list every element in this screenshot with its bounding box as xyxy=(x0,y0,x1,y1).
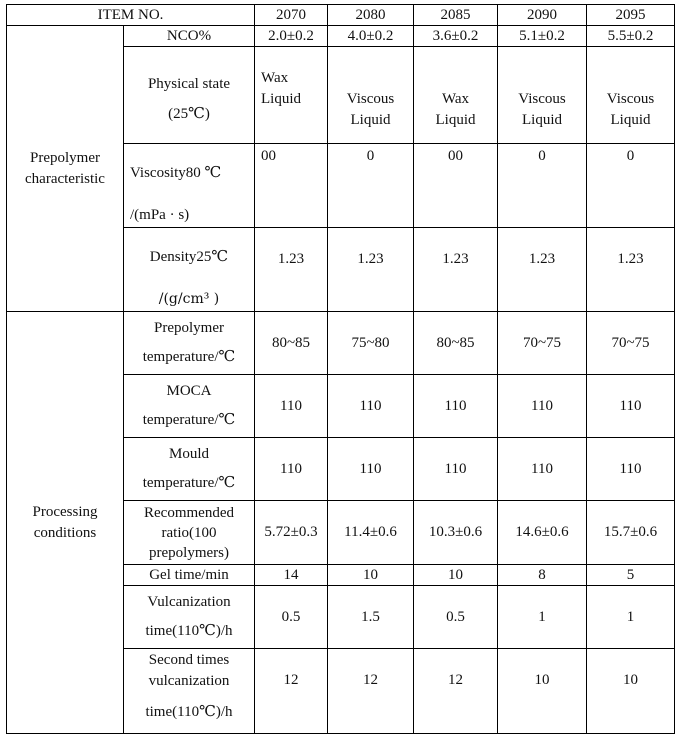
row-label-recommended-ratio: Recommended ratio(100 prepolymers) xyxy=(144,504,234,561)
moca-temp-2080: 110 xyxy=(359,397,382,414)
rule-right xyxy=(674,4,675,734)
density-2085: 1.23 xyxy=(442,251,469,267)
viscosity-2080: 0 xyxy=(366,148,375,164)
moca-temp-2095: 110 xyxy=(619,397,642,414)
prepolymer-temp-2090: 70~75 xyxy=(522,334,562,351)
gel-time-2095: 5 xyxy=(626,566,635,583)
vulcanization-2070: 0.5 xyxy=(281,608,301,625)
vulcanization-2080: 1.5 xyxy=(361,608,380,625)
moca-temp-2090: 110 xyxy=(531,397,553,414)
mould-temp-2080: 110 xyxy=(359,460,382,477)
row-label-density: Density25℃ /(g/cm³ ) xyxy=(149,249,229,307)
gel-time-2090: 8 xyxy=(538,566,546,583)
ratio-2085: 10.3±0.6 xyxy=(428,524,483,540)
row-label-mould-temperature: Mould temperature/℃ xyxy=(142,446,236,491)
physical-state-2070: Wax Liquid xyxy=(261,70,301,107)
physical-state-2090: Viscous Liquid xyxy=(518,91,566,128)
physical-state-2080: Viscous Liquid xyxy=(346,91,395,128)
row-label-vulcanization-time: Vulcanization time(110℃)/h xyxy=(145,594,233,639)
second-vulc-2080: 12 xyxy=(363,671,378,688)
ratio-2070: 5.72±0.3 xyxy=(264,524,318,540)
model-2090-header: 2090 xyxy=(527,6,557,23)
nco-2080: 4.0±0.2 xyxy=(347,27,394,44)
density-2095: 1.23 xyxy=(617,251,644,267)
prepolymer-temp-2095: 70~75 xyxy=(611,334,650,351)
prepolymer-temp-2085: 80~85 xyxy=(436,334,475,351)
model-2095-header: 2095 xyxy=(615,6,646,23)
row-label-viscosity: Viscosity80 ℃ /(mPa · s) xyxy=(130,165,222,223)
model-2070-header: 2070 xyxy=(276,6,306,23)
moca-temp-2085: 110 xyxy=(444,397,467,414)
vulcanization-2095: 1 xyxy=(626,608,635,625)
gel-time-2070: 14 xyxy=(283,566,299,583)
second-vulc-2095: 10 xyxy=(623,671,638,688)
vulcanization-2090: 1 xyxy=(538,608,546,625)
moca-temp-2070: 110 xyxy=(280,397,302,414)
group-prepolymer-characteristic: Prepolymer characteristic xyxy=(25,149,105,187)
nco-2090: 5.1±0.2 xyxy=(519,27,565,44)
row-label-second-vulcanization: Second times vulcanization time(110℃)/h xyxy=(145,652,233,720)
ratio-2095: 15.7±0.6 xyxy=(603,524,658,540)
second-vulc-2070: 12 xyxy=(283,671,299,688)
density-2080: 1.23 xyxy=(357,251,384,267)
prepolymer-temp-2070: 80~85 xyxy=(271,334,311,351)
ratio-2090: 14.6±0.6 xyxy=(515,524,569,540)
mould-temp-2090: 110 xyxy=(531,460,553,477)
group-processing-conditions: Processing conditions xyxy=(32,503,98,541)
second-vulc-2090: 10 xyxy=(534,671,550,688)
mould-temp-2070: 110 xyxy=(280,460,302,477)
second-vulc-2085: 12 xyxy=(448,671,463,688)
row-label-physical-state: Physical state (25℃) xyxy=(147,76,231,122)
model-2080-header: 2080 xyxy=(355,6,386,23)
item-no-header: ITEM NO. xyxy=(97,6,164,23)
nco-2070: 2.0±0.2 xyxy=(268,27,314,44)
density-2070: 1.23 xyxy=(277,251,305,267)
nco-2085: 3.6±0.2 xyxy=(432,27,479,44)
vulcanization-2085: 0.5 xyxy=(446,608,465,625)
prepolymer-temp-2080: 75~80 xyxy=(351,334,390,351)
nco-2095: 5.5±0.2 xyxy=(607,27,654,44)
mould-temp-2095: 110 xyxy=(619,460,642,477)
row-label-prepolymer-temperature: Prepolymer temperature/℃ xyxy=(142,320,236,365)
viscosity-2085: 00 xyxy=(448,148,463,164)
density-2090: 1.23 xyxy=(528,251,556,267)
row-label-gel-time: Gel time/min xyxy=(149,566,229,583)
physical-state-2085: Wax Liquid xyxy=(435,91,476,128)
gel-time-2085: 10 xyxy=(448,566,463,583)
viscosity-2090: 0 xyxy=(538,148,546,164)
row-label-moca-temperature: MOCA temperature/℃ xyxy=(142,383,236,428)
model-2085-header: 2085 xyxy=(440,6,471,23)
row-label-nco: NCO% xyxy=(166,27,212,44)
viscosity-2095: 0 xyxy=(626,148,635,164)
viscosity-2070: 00 xyxy=(261,148,276,164)
physical-state-2095: Viscous Liquid xyxy=(606,91,655,128)
mould-temp-2085: 110 xyxy=(444,460,467,477)
gel-time-2080: 10 xyxy=(363,566,378,583)
ratio-2080: 11.4±0.6 xyxy=(344,524,397,540)
